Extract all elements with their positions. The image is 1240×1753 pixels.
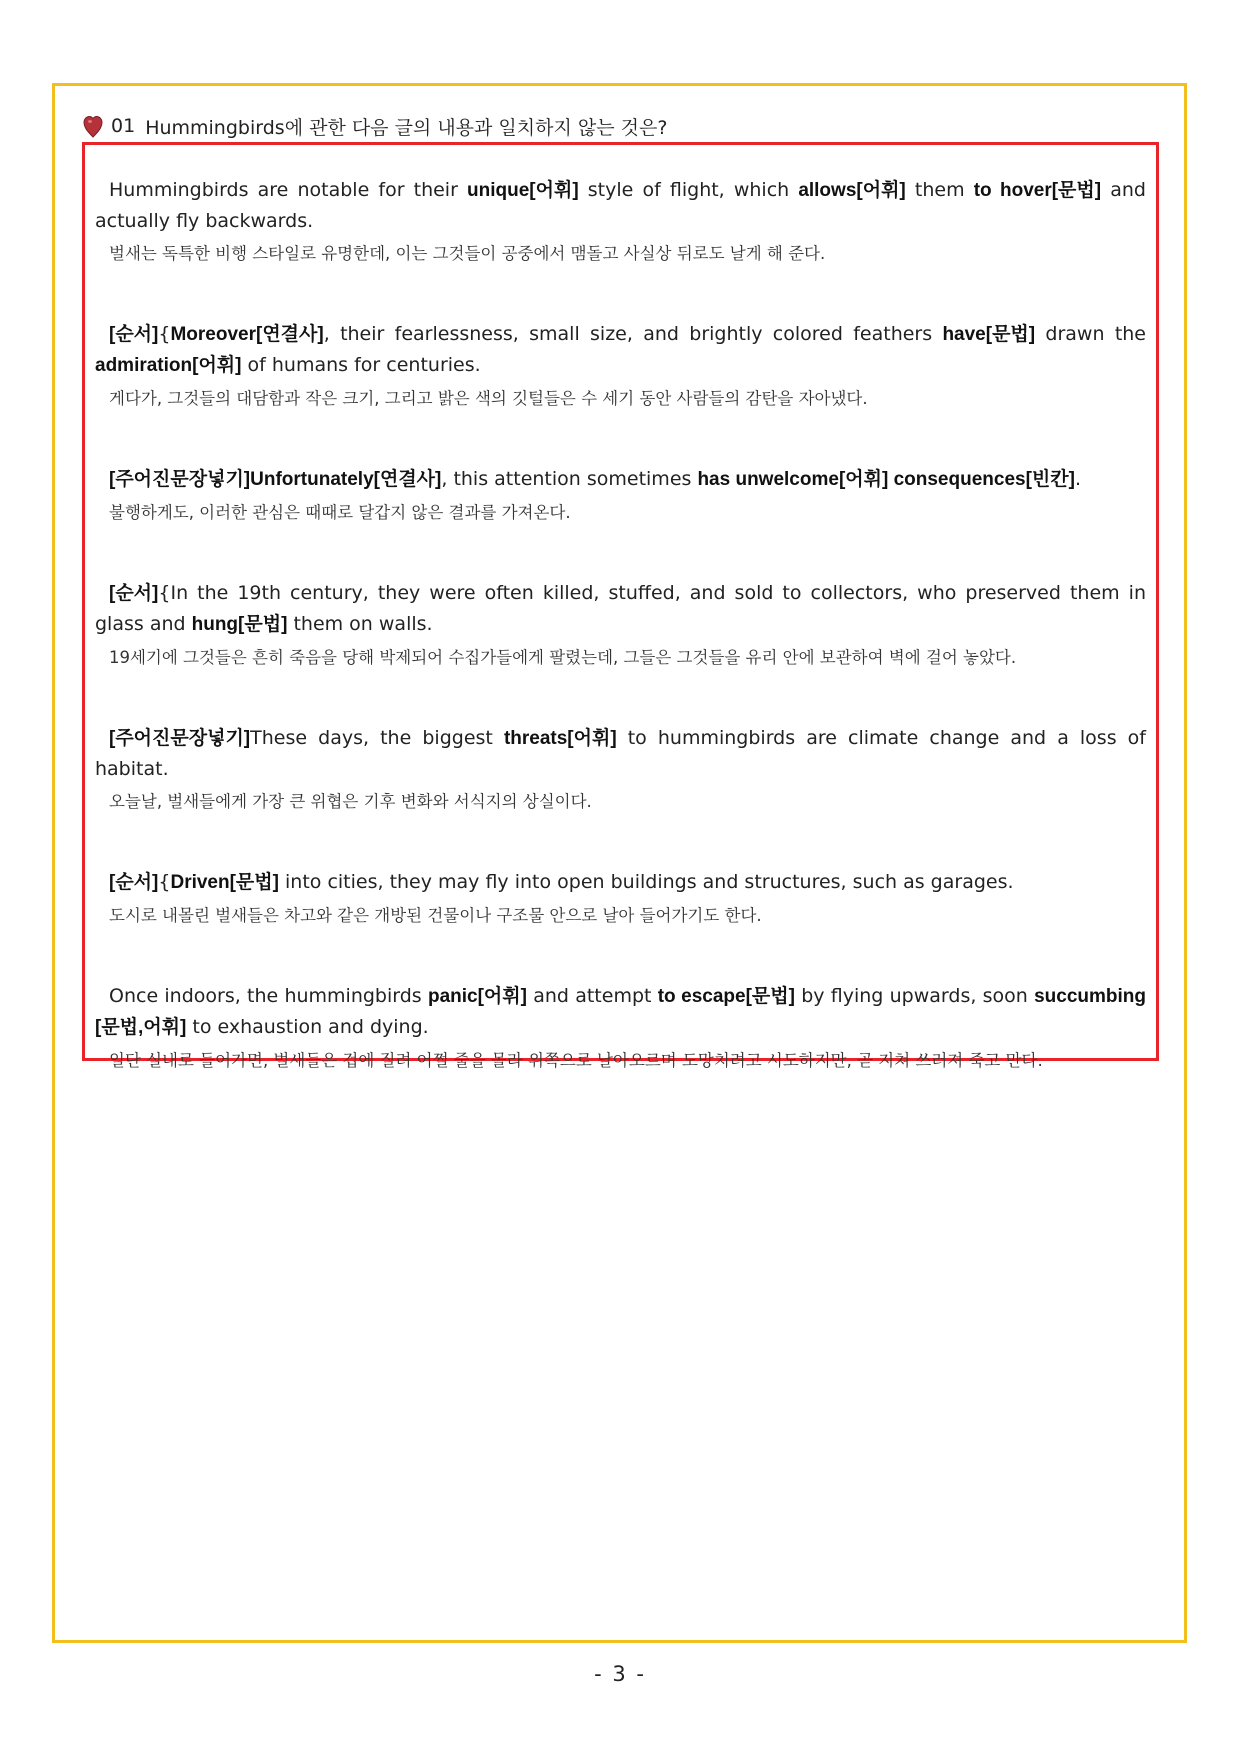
heart-bullet-icon bbox=[83, 114, 103, 138]
page-number: - 3 - bbox=[594, 1662, 646, 1686]
english-sentence bbox=[95, 867, 1146, 898]
paragraph-2 bbox=[95, 319, 1146, 414]
paragraph-1 bbox=[95, 175, 1146, 269]
highlighted-term: [주어진문장넣기] bbox=[109, 728, 251, 749]
highlighted-term: allows[어휘] bbox=[798, 180, 906, 201]
highlighted-term: to escape[문법] bbox=[657, 986, 795, 1007]
english-sentence bbox=[95, 319, 1146, 381]
sentence-text: { bbox=[158, 871, 171, 893]
highlighted-term: Unfortunately[연결사] bbox=[250, 469, 442, 490]
sentence-text: and attempt bbox=[526, 985, 658, 1007]
paragraph-3 bbox=[95, 464, 1146, 528]
question-text: Hummingbirds에 관한 다음 글의 내용과 일치하지 않는 것은? bbox=[145, 116, 668, 139]
highlighted-term: threats[어휘] bbox=[503, 728, 617, 749]
highlighted-term: admiration[어휘] bbox=[95, 355, 242, 376]
sentence-text: { bbox=[158, 323, 171, 345]
sentence-text: to exhaustion and dying. bbox=[186, 1016, 429, 1038]
sentence-text: by flying upwards, soon bbox=[794, 985, 1035, 1007]
paragraph-7 bbox=[95, 981, 1146, 1076]
korean-translation: 불행하게도, 이러한 관심은 때때로 달갑지 않은 결과를 가져온다. bbox=[109, 503, 571, 522]
sentence-text: drawn the bbox=[1035, 323, 1146, 345]
question-header bbox=[83, 112, 667, 140]
english-sentence bbox=[95, 981, 1146, 1043]
sentence-text: These days, the biggest bbox=[250, 727, 504, 749]
sentence-text: . bbox=[1074, 468, 1081, 490]
highlighted-term: [주어진문장넣기] bbox=[109, 469, 251, 490]
sentence-text: Once indoors, the hummingbirds bbox=[109, 985, 428, 1007]
korean-translation: 벌새는 독특한 비행 스타일로 유명한데, 이는 그것들이 공중에서 맴돌고 사실상 뒤로도 날게 해 준다. bbox=[109, 244, 826, 263]
highlighted-term: [순서] bbox=[109, 583, 159, 604]
highlighted-term: have[문법] bbox=[942, 324, 1036, 345]
question-number: 01 bbox=[111, 115, 136, 137]
sentence-text: them on walls. bbox=[287, 613, 433, 635]
highlighted-term: panic[어휘] bbox=[427, 986, 527, 1007]
highlighted-term: unique[어휘] bbox=[467, 180, 579, 201]
highlighted-term: [순서] bbox=[109, 872, 159, 893]
sentence-text: of humans for centuries. bbox=[241, 354, 481, 376]
sentence-text: Hummingbirds are notable for their bbox=[109, 179, 468, 201]
english-sentence bbox=[95, 723, 1146, 784]
highlighted-term: hung[문법] bbox=[191, 614, 288, 635]
english-sentence bbox=[95, 464, 1146, 495]
highlighted-term: [순서] bbox=[109, 324, 159, 345]
english-sentence bbox=[95, 578, 1146, 640]
highlighted-term: has unwelcome[어휘] consequences[빈칸] bbox=[697, 469, 1075, 490]
paragraph-5 bbox=[95, 723, 1146, 817]
sentence-text: , this attention sometimes bbox=[441, 468, 698, 490]
sentence-text: , their fearlessness, small size, and brightly colored feathers bbox=[323, 323, 943, 345]
highlighted-term: to hover[문법] bbox=[973, 180, 1102, 201]
english-sentence bbox=[95, 175, 1146, 236]
korean-translation: 게다가, 그것들의 대담함과 작은 크기, 그리고 밝은 색의 깃털들은 수 세기 동안 사람들의 감탄을 자아냈다. bbox=[109, 389, 868, 408]
korean-translation: 19세기에 그것들은 흔히 죽음을 당해 박제되어 수집가들에게 팔렸는데, 그들은 그것들을 유리 안에 보관하여 벽에 걸어 놓았다. bbox=[109, 648, 1017, 667]
korean-translation: 도시로 내몰린 벌새들은 차고와 같은 개방된 건물이나 구조물 안으로 날아 들어가기도 한다. bbox=[109, 906, 762, 925]
highlighted-term: succumbing [문법,어휘] bbox=[95, 986, 1146, 1038]
korean-translation: 일단 실내로 들어가면, 벌새들은 겁에 질려 어쩔 줄을 몰라 위쪽으로 날아오르며 도망치려고 시도하지만, 곧 지쳐 쓰러져 죽고 만다. bbox=[109, 1051, 1043, 1070]
sentence-text: into cities, they may fly into open buildings and structures, such as garages. bbox=[278, 871, 1014, 893]
paragraph-6 bbox=[95, 867, 1146, 931]
paragraph-4 bbox=[95, 578, 1146, 673]
korean-translation: 오늘날, 벌새들에게 가장 큰 위협은 기후 변화와 서식지의 상실이다. bbox=[109, 792, 592, 811]
highlighted-term: Driven[문법] bbox=[170, 872, 279, 893]
sentence-text: {In the 19th century, they were often killed, stuffed, and sold to collectors, who preserved them in glass and bbox=[95, 582, 1146, 635]
sentence-text: style of flight, which bbox=[578, 179, 799, 201]
passage-box bbox=[82, 142, 1159, 1070]
sentence-text: them bbox=[905, 179, 974, 201]
highlighted-term: Moreover[연결사] bbox=[170, 324, 324, 345]
sentence-text: to hummingbirds are climate change and a loss of habitat. bbox=[95, 727, 1146, 780]
sentence-text: and actually fly backwards. bbox=[95, 179, 1146, 232]
